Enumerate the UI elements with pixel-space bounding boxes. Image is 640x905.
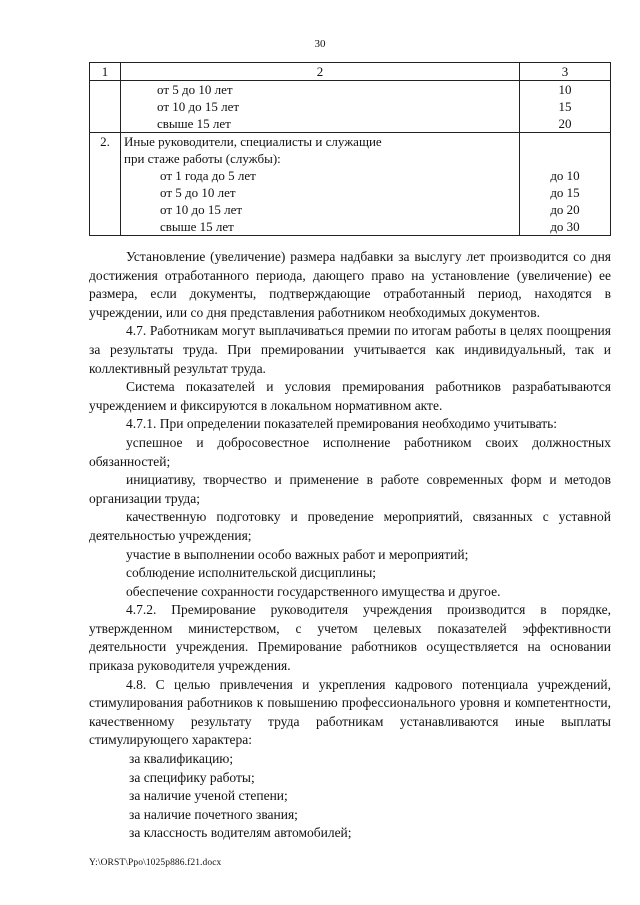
paragraph: Система показателей и условия премирования работников разрабатываются учреждением и фиксируются в локальном нормативном акте. [89,379,611,413]
row-label-cell [121,133,520,236]
stage-label: от 1 года до 5 лет [160,168,256,183]
row-number-cell [90,81,121,133]
paragraph: качественную подготовку и проведение мероприятий, связанных с уставной деятельностью учреждения; [89,509,611,543]
table-row [90,81,611,133]
paragraph: 4.8. С целью привлечения и укрепления кадрового потенциала учреждений, стимулирования работников к повышению профессионального уровня и компетентности, качественному результату труда работникам устанавливаются иные выплаты стимулирующего характера: [89,676,611,748]
stage-label: от 5 до 10 лет [160,185,236,200]
paragraph: обеспечение сохранности государственного имущества и другое. [126,583,501,599]
paragraph: успешное и добросовестное исполнение работником своих должностных обязанностей; [89,434,611,469]
row-number-cell: 2. [90,133,121,236]
row-value-cell [520,133,611,236]
list-item: за наличие почетного звания; [129,806,298,822]
spacer [523,150,607,167]
page-number: 30 [314,38,326,50]
stage-label: от 5 до 10 лет [157,82,233,97]
stage-label: свыше 15 лет [160,219,234,234]
list-item: за наличие ученой степени; [129,788,288,804]
stage-value: до 10 [550,168,580,183]
stage-value: до 30 [550,219,580,234]
stage-value: до 20 [550,202,580,217]
stage-value: 15 [558,99,572,114]
spacer [523,133,607,150]
paragraph: Установление (увеличение) размера надбавки за выслугу лет производится со дня достижения отработанного периода, дающего право на установление (увеличение) ее размера, если документы, подтверждающие отработанный период, находятся в учреждении, или со дня представления работником необходимых документов. [89,249,611,320]
list-item: за квалификацию; [129,751,234,767]
list-item: за специфику работы; [129,769,255,785]
row-title: при стаже работы (службы): [124,151,281,166]
list-item: за классность водителям автомобилей; [129,825,352,841]
bonus-table [89,62,611,236]
row-title: Иные руководители, специалисты и служащие [124,134,382,149]
paragraph: участие в выполнении особо важных работ и мероприятий; [126,546,469,562]
stage-value: до 15 [550,185,580,200]
stage-label: от 10 до 15 лет [160,202,243,217]
paragraph: 4.7.1. При определении показателей премирования необходимо учитывать: [126,416,558,432]
header-col-3: 3 [520,63,611,81]
stage-label: от 10 до 15 лет [157,99,240,114]
stage-value: 20 [558,116,572,131]
stage-value: 10 [558,82,572,97]
paragraph: 4.7.2. Премирование руководителя учреждения производится в порядке, утвержденном министерством, с учетом целевых показателей эффективности деятельности учреждения. Премирование работников осуществляется на основании приказа руководителя учреждения. [89,602,611,674]
row-label-cell [121,81,520,133]
paragraph: инициативу, творчество и применение в работе современных форм и методов организации труда; [89,472,611,506]
stage-label: свыше 15 лет [157,116,231,131]
header-col-2: 2 [121,63,520,81]
paragraph: соблюдение исполнительской дисциплины; [126,565,377,581]
document-body [89,248,611,843]
paragraph: 4.7. Работникам могут выплачиваться премии по итогам работы в целях поощрения за результаты труда. При премировании учитывается как индивидуальный, так и коллективный результат труда. [89,323,611,376]
file-path-footer: Y:\ORST\Ppo\1025p886.f21.docx [89,858,222,868]
table-header-row [90,63,611,81]
header-col-1: 1 [90,63,121,81]
row-value-cell [520,81,611,133]
table-row [90,133,611,236]
